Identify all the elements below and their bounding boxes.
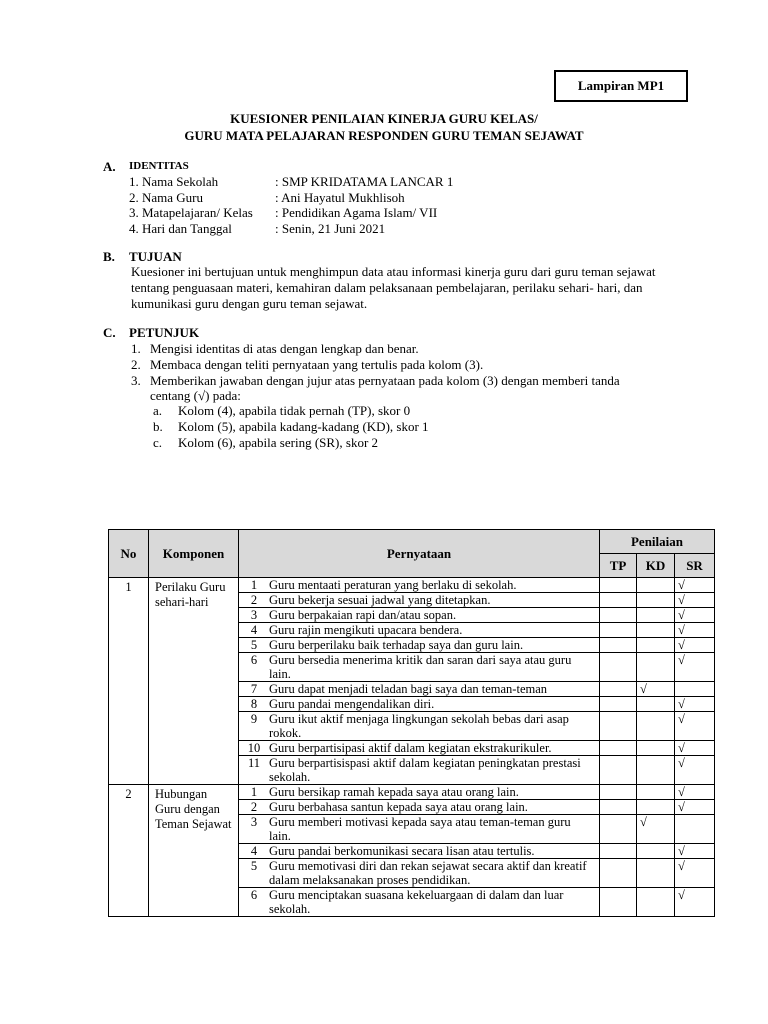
- rating-cell-kd: [637, 638, 675, 653]
- statement-number: 11: [247, 756, 261, 770]
- statement-text: Guru dapat menjadi teladan bagi saya dan teman-teman: [269, 682, 548, 696]
- rating-cell-sr: [675, 712, 715, 741]
- statement-number: 1: [250, 785, 258, 799]
- tujuan-line: tentang penguasaan materi, kemahiran dalam pelaksanaan pembelajaran, perilaku sehari- hari, dan: [131, 280, 643, 295]
- statement-cell: [239, 682, 600, 697]
- rating-cell-kd: [637, 859, 675, 888]
- statement-cell: [239, 785, 600, 800]
- section-c-heading: PETUNJUK: [129, 325, 200, 340]
- statement-text: Guru rajin mengikuti upacara bendera.: [269, 623, 463, 637]
- check-mark: √: [640, 815, 647, 829]
- statement-cell: [239, 697, 600, 712]
- statement-number: 7: [250, 682, 258, 696]
- petunjuk-item-text: Membaca dengan teliti pernyataan yang tertulis pada kolom (3).: [150, 357, 484, 372]
- check-mark: √: [640, 682, 647, 696]
- rating-cell-sr: [675, 653, 715, 682]
- statement-cell: [239, 593, 600, 608]
- table-row: [109, 578, 715, 593]
- rating-cell-kd: [637, 756, 675, 785]
- rating-cell-sr: [675, 888, 715, 917]
- statement-cell: [239, 756, 600, 785]
- statement-cell: [239, 844, 600, 859]
- rating-cell-sr: [675, 785, 715, 800]
- section-b-heading: TUJUAN: [129, 249, 182, 264]
- statement-number: 5: [250, 638, 258, 652]
- rating-cell-kd: [637, 815, 675, 844]
- section-c-letter: C.: [103, 325, 116, 340]
- header-penilaian: Penilaian: [600, 530, 715, 554]
- rating-cell-kd: [637, 608, 675, 623]
- header-tp: TP: [600, 554, 637, 578]
- kuesioner-table: [108, 529, 715, 917]
- rating-cell-sr: [675, 623, 715, 638]
- rating-cell-kd: [637, 785, 675, 800]
- rating-cell-tp: [600, 593, 637, 608]
- statement-text: Guru bekerja sesuai jadwal yang ditetapkan.: [269, 593, 491, 607]
- statement-text: Guru mentaati peraturan yang berlaku di sekolah.: [269, 578, 517, 592]
- table-row: [109, 785, 715, 800]
- check-mark: √: [678, 859, 685, 873]
- lampiran-label: Lampiran MP1: [554, 70, 688, 102]
- identitas-value: : Senin, 21 Juni 2021: [275, 220, 386, 236]
- header-sr: SR: [675, 554, 715, 578]
- statement-cell: [239, 859, 600, 888]
- rating-cell-kd: [637, 844, 675, 859]
- statement-number: 4: [250, 844, 258, 858]
- check-mark: √: [678, 697, 685, 711]
- rating-cell-tp: [600, 712, 637, 741]
- statement-text: Guru berpartisipasi aktif dalam kegiatan ekstrakurikuler.: [269, 741, 552, 755]
- rating-cell-sr: [675, 593, 715, 608]
- rating-cell-tp: [600, 682, 637, 697]
- rating-cell-tp: [600, 888, 637, 917]
- group-number: 1: [109, 578, 149, 785]
- identitas-value: : SMP KRIDATAMA LANCAR 1: [275, 174, 454, 189]
- group-komponen: Hubungan Guru dengan Teman Sejawat: [149, 785, 239, 917]
- rating-cell-kd: [637, 800, 675, 815]
- section-a-letter: A.: [103, 159, 116, 174]
- statement-number: 10: [247, 741, 261, 755]
- group-number: 2: [109, 785, 149, 917]
- statement-number: 6: [250, 888, 258, 902]
- statement-number: 6: [250, 653, 258, 667]
- petunjuk-sub-letter: b.: [153, 419, 163, 434]
- check-mark: √: [678, 623, 685, 637]
- rating-cell-sr: [675, 859, 715, 888]
- statement-number: 3: [250, 608, 258, 622]
- identitas-label: 1. Nama Sekolah: [129, 174, 219, 189]
- rating-cell-tp: [600, 844, 637, 859]
- identitas-label: 2. Nama Guru: [129, 189, 204, 205]
- statement-text: Guru berbahasa santun kepada saya atau orang lain.: [269, 800, 528, 814]
- rating-cell-tp: [600, 756, 637, 785]
- check-mark: √: [678, 741, 685, 755]
- petunjuk-item-text: Mengisi identitas di atas dengan lengkap dan benar.: [150, 341, 419, 356]
- statement-text: Guru berpartisispasi aktif dalam kegiatan peningkatan prestasi sekolah.: [269, 756, 581, 784]
- rating-cell-kd: [637, 653, 675, 682]
- statement-text: Guru memberi motivasi kepada saya atau teman-teman guru lain.: [269, 815, 571, 843]
- petunjuk-sub-text: Kolom (4), apabila tidak pernah (TP), skor 0: [178, 403, 411, 418]
- header-no: No: [109, 530, 149, 578]
- check-mark: √: [678, 756, 685, 770]
- section-a-heading: IDENTITAS: [129, 160, 189, 172]
- rating-cell-sr: [675, 815, 715, 844]
- statement-cell: [239, 653, 600, 682]
- statement-text: Guru ikut aktif menjaga lingkungan sekolah bebas dari asap rokok.: [269, 712, 569, 740]
- statement-text: Guru menciptakan suasana kekeluargaan di dalam dan luar sekolah.: [269, 888, 564, 916]
- statement-cell: [239, 608, 600, 623]
- statement-cell: [239, 815, 600, 844]
- statement-cell: [239, 712, 600, 741]
- statement-cell: [239, 638, 600, 653]
- statement-number: 2: [250, 593, 258, 607]
- statement-text: Guru bersedia menerima kritik dan saran dari saya atau guru lain.: [269, 653, 572, 681]
- petunjuk-sub-text: Kolom (6), apabila sering (SR), skor 2: [178, 435, 379, 450]
- rating-cell-sr: [675, 800, 715, 815]
- petunjuk-sub-text: Kolom (5), apabila kadang-kadang (KD), skor 1: [178, 419, 429, 434]
- statement-number: 4: [250, 623, 258, 637]
- statement-cell: [239, 800, 600, 815]
- rating-cell-tp: [600, 653, 637, 682]
- rating-cell-kd: [637, 623, 675, 638]
- check-mark: √: [678, 888, 685, 902]
- check-mark: √: [678, 712, 685, 726]
- statement-number: 8: [250, 697, 258, 711]
- petunjuk-sub-letter: a.: [153, 403, 163, 418]
- rating-cell-sr: [675, 844, 715, 859]
- statement-number: 1: [250, 578, 258, 592]
- statement-text: Guru berperilaku baik terhadap saya dan guru lain.: [269, 638, 524, 652]
- check-mark: √: [678, 578, 685, 592]
- rating-cell-kd: [637, 712, 675, 741]
- petunjuk-item-number: 1.: [131, 341, 141, 356]
- identitas-label: 4. Hari dan Tanggal: [129, 220, 232, 236]
- statement-number: 2: [250, 800, 258, 814]
- rating-cell-tp: [600, 815, 637, 844]
- petunjuk-sub-letter: c.: [153, 435, 163, 450]
- rating-cell-sr: [675, 578, 715, 593]
- rating-cell-tp: [600, 578, 637, 593]
- rating-cell-tp: [600, 623, 637, 638]
- check-mark: √: [678, 608, 685, 622]
- rating-cell-tp: [600, 859, 637, 888]
- statement-text: Guru memotivasi diri dan rekan sejawat secara aktif dan kreatif dalam melaksanakan proses pendidikan.: [269, 859, 587, 887]
- statement-cell: [239, 623, 600, 638]
- identitas-value: : Ani Hayatul Mukhlisoh: [275, 189, 405, 205]
- identitas-label: 3. Matapelajaran/ Kelas: [129, 205, 253, 220]
- rating-cell-kd: [637, 682, 675, 697]
- rating-cell-sr: [675, 608, 715, 623]
- statement-number: 3: [250, 815, 258, 829]
- rating-cell-kd: [637, 593, 675, 608]
- header-komponen: Komponen: [149, 530, 239, 578]
- statement-number: 5: [250, 859, 258, 873]
- group-komponen: Perilaku Guru sehari-hari: [149, 578, 239, 785]
- rating-cell-tp: [600, 608, 637, 623]
- rating-cell-kd: [637, 578, 675, 593]
- rating-cell-tp: [600, 741, 637, 756]
- header-pernyataan: Pernyataan: [239, 530, 600, 578]
- statement-cell: [239, 578, 600, 593]
- rating-cell-sr: [675, 697, 715, 712]
- rating-cell-sr: [675, 756, 715, 785]
- tujuan-line: kumunikasi guru dengan guru teman sejawat.: [131, 296, 368, 311]
- check-mark: √: [678, 800, 685, 814]
- check-mark: √: [678, 638, 685, 652]
- petunjuk-item-number: 3.: [131, 373, 141, 388]
- petunjuk-item-text: Memberikan jawaban dengan jujur atas pernyataan pada kolom (3) dengan memberi tanda: [150, 373, 620, 388]
- rating-cell-sr: [675, 682, 715, 697]
- statement-cell: [239, 741, 600, 756]
- check-mark: √: [678, 653, 685, 667]
- rating-cell-kd: [637, 888, 675, 917]
- statement-number: 9: [250, 712, 258, 726]
- check-mark: √: [678, 785, 685, 799]
- petunjuk-item3-continuation: centang (√) pada:: [150, 388, 241, 403]
- rating-cell-kd: [637, 697, 675, 712]
- check-mark: √: [678, 844, 685, 858]
- rating-cell-kd: [637, 741, 675, 756]
- rating-cell-tp: [600, 800, 637, 815]
- section-b-letter: B.: [103, 249, 115, 264]
- rating-cell-sr: [675, 638, 715, 653]
- header-kd: KD: [637, 554, 675, 578]
- tujuan-line: Kuesioner ini bertujuan untuk menghimpun data atau informasi kinerja guru dari guru teman sejawat: [131, 264, 656, 279]
- statement-cell: [239, 888, 600, 917]
- petunjuk-item-number: 2.: [131, 357, 141, 372]
- statement-text: Guru pandai mengendalikan diri.: [269, 697, 435, 711]
- rating-cell-tp: [600, 785, 637, 800]
- check-mark: √: [678, 593, 685, 607]
- statement-text: Guru pandai berkomunikasi secara lisan atau tertulis.: [269, 844, 535, 858]
- identitas-value: : Pendidikan Agama Islam/ VII: [275, 205, 438, 220]
- rating-cell-sr: [675, 741, 715, 756]
- statement-text: Guru berpakaian rapi dan/atau sopan.: [269, 608, 457, 622]
- rating-cell-tp: [600, 638, 637, 653]
- document-title-line2: GURU MATA PELAJARAN RESPONDEN GURU TEMAN SEJAWAT: [184, 128, 584, 143]
- document-title-line1: KUESIONER PENILAIAN KINERJA GURU KELAS/: [230, 111, 538, 126]
- statement-text: Guru bersikap ramah kepada saya atau orang lain.: [269, 785, 519, 799]
- rating-cell-tp: [600, 697, 637, 712]
